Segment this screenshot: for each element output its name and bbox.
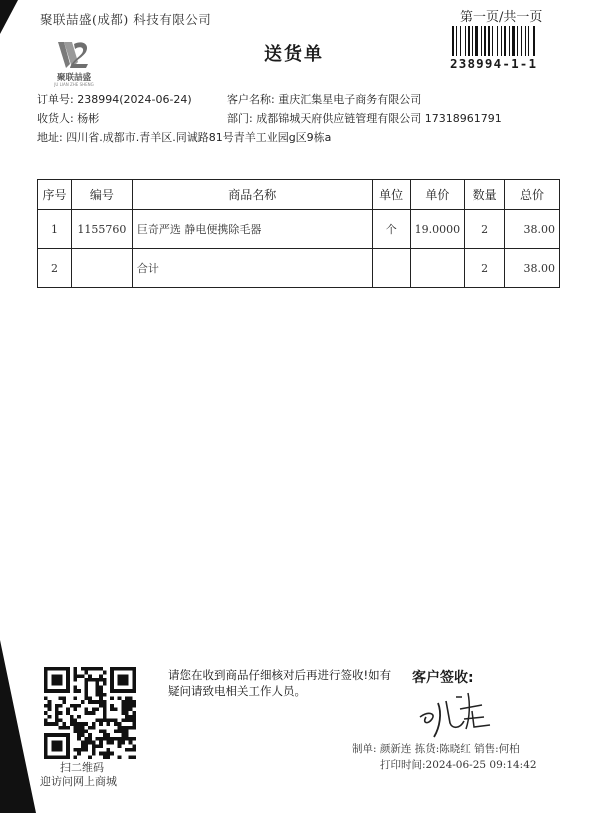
notice-text: 请您在收到商品仔细核对后再进行签收!如有疑问请致电相关工作人员。	[168, 668, 392, 698]
address-value: 四川省.成都市.青羊区.同诚路81号青羊工业园g区9栋a	[66, 131, 332, 144]
column-header: 编号	[71, 180, 132, 210]
receiver-name: 杨彬	[77, 112, 100, 125]
department-value: 成都锦城天府供应链管理有限公司 17318961791	[256, 112, 502, 125]
customer-row	[227, 91, 421, 107]
company-name: 聚联喆盛(成都) 科技有限公司	[40, 12, 212, 27]
logo-text: 聚联喆盛	[56, 73, 91, 83]
column-header: 序号	[38, 180, 72, 210]
cell-index: 1	[38, 210, 72, 249]
order-number-row	[37, 91, 192, 107]
column-header: 数量	[465, 180, 505, 210]
company-logo-icon	[52, 34, 94, 76]
column-header: 总价	[505, 180, 560, 210]
items-table	[37, 179, 560, 288]
logo-subtext: JU LIAN ZHE SHENG	[54, 82, 94, 87]
department-label: 部门:	[227, 112, 253, 125]
handwritten-signature	[410, 683, 506, 743]
cell-code	[71, 249, 132, 288]
table-row	[38, 249, 560, 288]
cell-unit	[372, 249, 410, 288]
cell-index: 2	[38, 249, 72, 288]
cell-product: 合计	[132, 249, 372, 288]
cell-price	[410, 249, 465, 288]
qr-code-icon[interactable]	[44, 667, 136, 759]
column-header: 单位	[372, 180, 410, 210]
order-number: 238994(2024-06-24)	[77, 93, 192, 106]
barcode-number: 238994-1-1	[450, 56, 538, 71]
customer-sign-label: 客户签收:	[412, 670, 474, 686]
cell-price: 19.0000	[410, 210, 465, 249]
customer-label: 客户名称:	[227, 93, 275, 106]
department-row	[227, 110, 502, 126]
address-label: 地址:	[37, 131, 63, 144]
order-number-label: 订单号:	[37, 93, 74, 106]
cell-unit: 个	[372, 210, 410, 249]
qr-label: 扫二维码	[60, 761, 104, 774]
scan-corner-artifact	[0, 0, 18, 34]
customer-name: 重庆汇集星电子商务有限公司	[278, 93, 422, 106]
qr-subtext: 迎访问网上商城	[40, 775, 117, 788]
barcode-icon	[452, 26, 556, 56]
cell-product: 巨奇严选 静电便携除毛器	[132, 210, 372, 249]
cell-quantity: 2	[465, 249, 505, 288]
cell-code: 1155760	[71, 210, 132, 249]
page-indicator: 第一页/共一页	[460, 10, 543, 25]
table-header-row	[38, 180, 560, 210]
staff-line: 制单: 颜新连 拣货:陈晓红 销售:何柏	[352, 743, 520, 755]
receiver-row	[37, 110, 99, 126]
cell-total: 38.00	[505, 210, 560, 249]
receiver-label: 收货人:	[37, 112, 74, 125]
table-row	[38, 210, 560, 249]
print-time: 打印时间:2024-06-25 09:14:42	[380, 759, 537, 771]
column-header: 单价	[410, 180, 465, 210]
cell-total: 38.00	[505, 249, 560, 288]
address-row	[37, 129, 331, 145]
scan-edge-artifact	[0, 640, 36, 813]
column-header: 商品名称	[132, 180, 372, 210]
document-title: 送货单	[264, 44, 324, 65]
cell-quantity: 2	[465, 210, 505, 249]
